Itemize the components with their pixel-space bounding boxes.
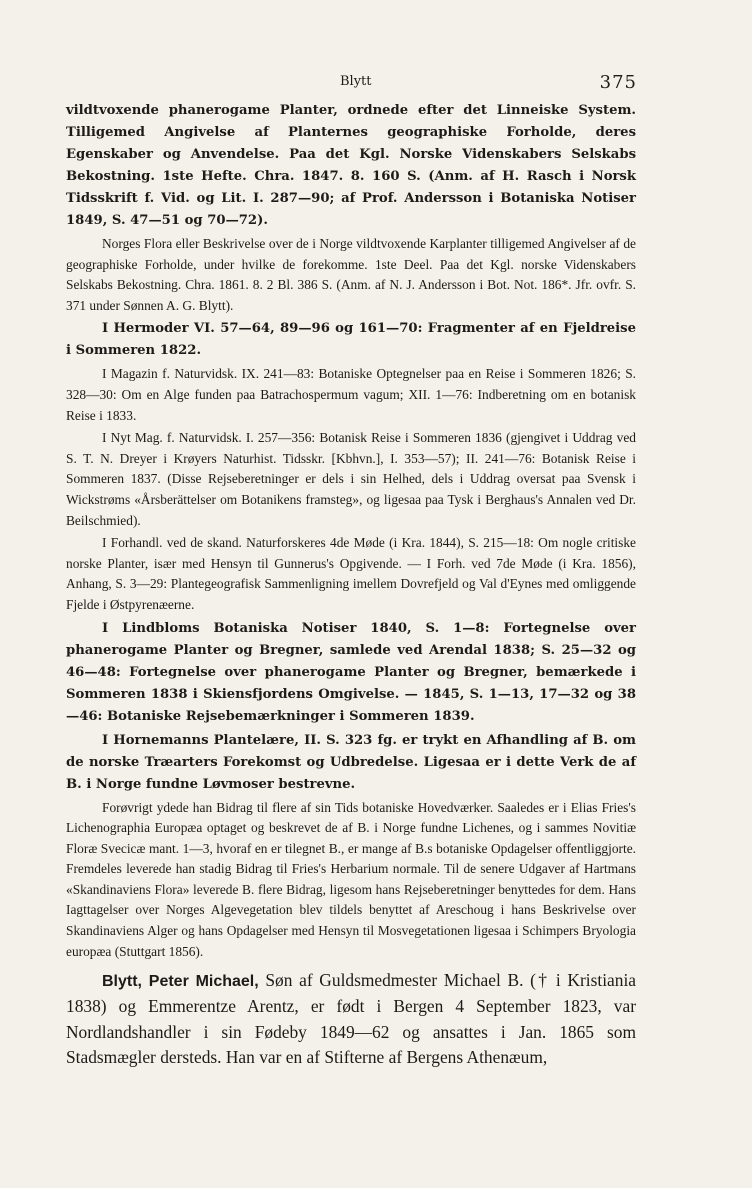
entry-lindbloms: I Lindbloms Botaniska Notiser 1840, S. 1—8: Fortegnelse over phanerogame Planter og Bregner, samlede ved Arendal 1838; S. 25—32 og 46—48: Fortegnelse over phanerogame Planter og Bregner, bemærkede i Sommeren 1838 i Skiensfjordens Omgivelse. — 1845, S. 1—13, 17—32 og 38—46: Botaniske Rejsebemærkninger i Sommeren 1839. <box>66 620 636 724</box>
page-header <box>60 70 637 94</box>
entry-nyt-mag: I Nyt Mag. f. Naturvidsk. I. 257—356: Botanisk Reise i Sommeren 1836 (gjengivet i Uddrag ved S. T. N. Dreyer i Krøyers Naturhist. Tidsskr. [Kbhvn.], I. 353—57); II. 241—76: Botanisk Reise i Sommeren 1837. (Disse Rejseberetninger er dels i sin Helhed, dels i Uddrag oversat paa Svensk i Wickstrøms «Årsberättelser om Botanikens framsteg», og ligesaa paa Tysk i Berghaus's Annalen ved Dr. Beilschmied). <box>66 430 636 528</box>
bio-text: Søn af Guldsmedmester Michael B. († i Kristiania 1838) og Emmerentze Arentz, er født i Bergen 4 September 1823, var Nordlandshandler i sin Fødeby 1849—62 og ansattes i Jan. 1865 som Stadsmægler dersteds. Han var en af Stifterne af Bergens Athenæum, <box>66 970 636 1067</box>
entry-forovrigt: Forøvrigt ydede han Bidrag til flere af sin Tids botaniske Hovedværker. Saaledes er i Elias Fries's Lichenographia Europæa optaget og beskrevet de af B. i Norge fundne Lichenes, og i sammes Novitiæ Floræ Svecicæ mant. 1—3, hvoraf en er tilegnet B., er mange af B.s botaniske Opdagelser offentliggjorte. Fremdeles leverede han stadig Bidrag til Fries's Herbarium normale. Til de senere Udgaver af Hartmans «Skandinaviens Flora» leverede B. flere Bidrag, ligesom hans Rejseberetninger benyttedes for dem. Hans Iagttagelser over Norges Algevegetation blev tildels benyttet af Areschoug i hans Beskrivelse over Skandinaviens Alger og hans Opdagelser med Hensyn til Mosvegetationen ligesaa i Schimpers Bryologia europæa (Stuttgart 1856). <box>66 799 636 959</box>
page-number: 375 <box>599 72 637 93</box>
running-head: Blytt <box>340 74 372 89</box>
entry-continuation: vildtvoxende phanerogame Planter, ordnede efter det Linneiske System. Tilligemed Angivelse af Planternes geographiske Forholde, deres Egenskaber og Anvendelse. Paa det Kgl. Norske Videnskabers Selskabs Bekostning. 1ste Hefte. Chra. 1847. 8. 160 S. (Anm. af H. Rasch i Norsk Tidsskrift f. Vid. og Lit. I. 287—90; af Prof. Andersson i Botaniska Notiser 1849, S. 47—51 og 70—72). <box>66 103 636 228</box>
entry-norges-flora: Norges Flora eller Beskrivelse over de i Norge vildtvoxende Karplanter tilligemed Angivelser af de geographiske Forholde, under hvilke de forekomme. 1ste Deel. Paa det Kgl. norske Videnskabers Selskabs Bekostning. Chra. 1861. 8. 2 Bl. 386 S. (Anm. af N. J. Andersson i Bot. Not. 186*. Jfr. ovfr. S. 371 under Sønnen A. G. Blytt). <box>66 236 636 313</box>
entry-forhandl: I Forhandl. ved de skand. Naturforskeres 4de Møde (i Kra. 1844), S. 215—18: Om nogle critiske norske Planter, især med Hensyn til Gunnerus's Opgivende. — I Forh. ved 7de Møde (i Kra. 1856), Anhang, S. 3—29: Plantegeografisk Sammenligning imellem Dovrefjeld og Val d'Eynes med omliggende Fjelde i Østpyrenæerne. <box>66 535 636 612</box>
bio-entry <box>66 968 636 1070</box>
bio-name: Blytt, Peter Michael, <box>102 973 259 991</box>
entry-hornemanns: I Hornemanns Plantelære, II. S. 323 fg. er trykt en Afhandling af B. om de norske Træarters Forekomst og Udbredelse. Ligesaa er i dette Verk de af B. i Norge fundne Løvmoser bestrevne. <box>66 732 636 792</box>
page-content <box>66 100 636 1087</box>
entry-hermoder: I Hermoder VI. 57—64, 89—96 og 161—70: Fragmenter af en Fjeldreise i Sommeren 1822. <box>66 321 636 359</box>
entry-magazin: I Magazin f. Naturvidsk. IX. 241—83: Botaniske Optegnelser paa en Reise i Sommeren 1826; S. 328—30: Om en Alge funden paa Batrachospermum vagum; XII. 1—76: Indberetning om en botanisk Reise i 1833. <box>66 366 636 423</box>
